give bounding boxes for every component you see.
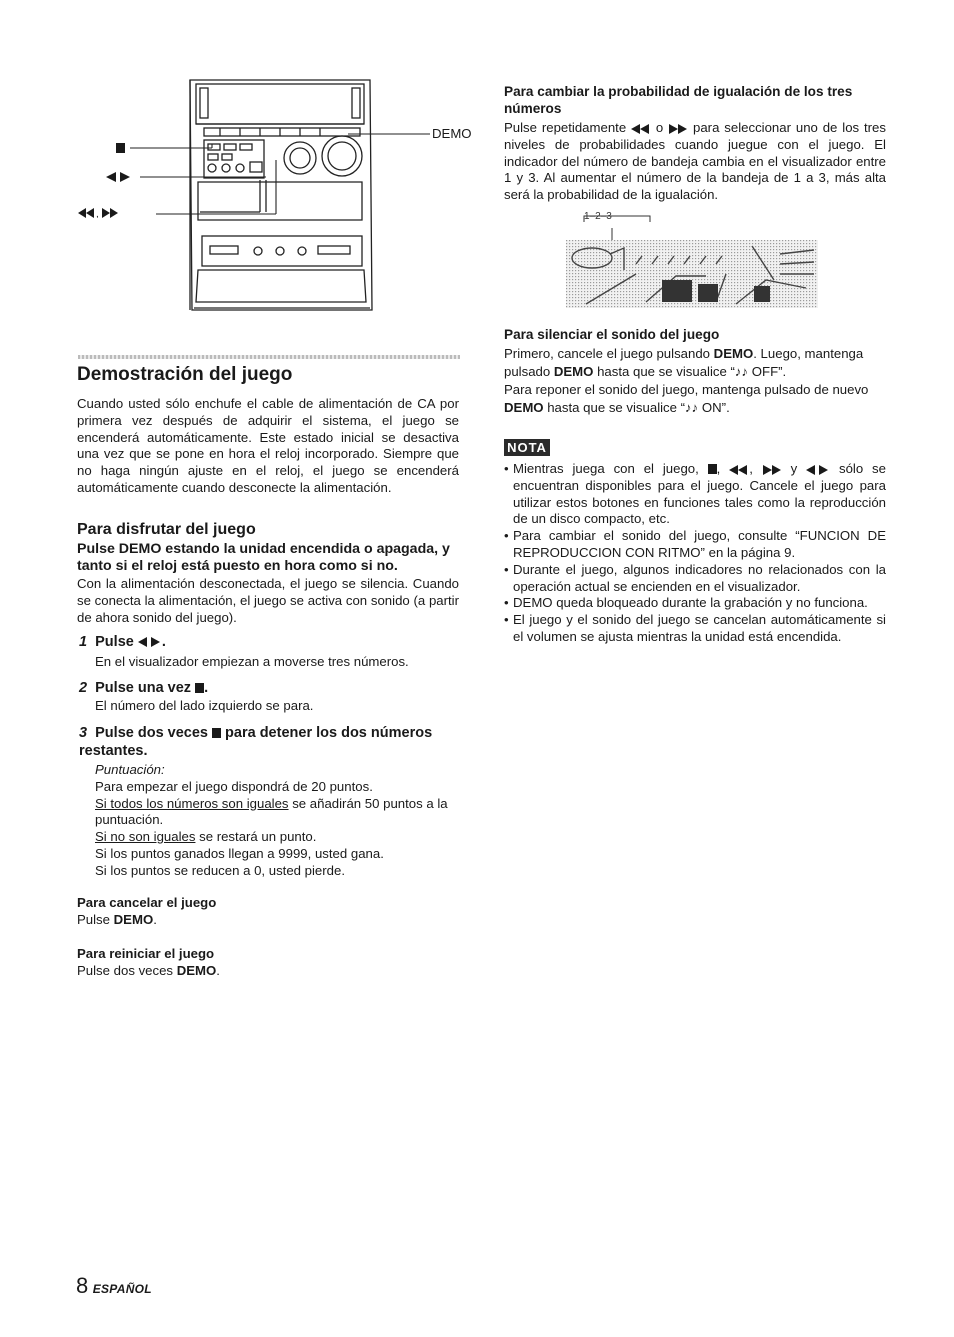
restart-body: Pulse dos veces DEMO. bbox=[77, 963, 220, 978]
section-rule bbox=[78, 355, 460, 359]
music-note-icon: ♪♪ bbox=[734, 364, 749, 379]
page-footer bbox=[76, 1273, 152, 1299]
scoring-start: Para empezar el juego dispondrá de 20 puntos. bbox=[95, 778, 373, 794]
step-2-label: 2 Pulse una vez . bbox=[79, 680, 209, 696]
intro-paragraph: Cuando usted sólo enchufe el cable de alimentación de CA por primera vez después de adquirir el sistema, el juego se encenderá automáticamente. Este estado inicial se desactiva una vez que se pone en hora el reloj incorporado. Siempre que no haga ningún ajuste en el reloj, el juego se encenderá automáticamente cuando desconecte la alimentación. bbox=[77, 396, 459, 495]
rewind-icon bbox=[631, 124, 651, 134]
play-pause-icon bbox=[806, 465, 830, 475]
language-label: ESPAÑOL bbox=[92, 1282, 152, 1296]
fast-forward-icon bbox=[668, 124, 688, 134]
rewind-icon bbox=[729, 465, 749, 475]
step-1-desc: En el visualizador empiezan a moverse tres números. bbox=[95, 654, 409, 669]
nota-badge: NOTA bbox=[504, 439, 550, 456]
silence-body: Primero, cancele el juego pulsando DEMO. Luego, mantenga pulsado DEMO hasta que se visualice “♪♪ OFF”. Para reponer el sonido del juego, mantenga pulsado de nuevo DEMO hasta que se visualice “♪♪ ON”. bbox=[504, 346, 869, 415]
probability-body: Pulse repetidamente o para seleccionar uno de los tres niveles de probabilidades cuando juegue con el juego. El indicador del número de bandeja cambia en el visualizador entre 1 y 3. Al aumentar el número de la bandeja de 1 a 3, más alta será la probabilidad de la igualación. bbox=[504, 120, 886, 203]
scoring-same: Si todos los números son iguales se añadirán 50 puntos a la puntuación. bbox=[95, 795, 448, 828]
cancel-heading: Para cancelar el juego bbox=[77, 895, 217, 910]
stereo-unit-illustration bbox=[100, 70, 480, 320]
enjoy-instruction: Pulse DEMO estando la unidad encendida o apagada, y tanto si el reloj está puesto en hora como si no. bbox=[77, 541, 450, 574]
stop-icon bbox=[212, 728, 221, 738]
play-pause-icon bbox=[106, 172, 132, 182]
cancel-body: Pulse DEMO. bbox=[77, 912, 157, 927]
stop-icon bbox=[708, 464, 717, 474]
display-screen-illustration bbox=[566, 240, 818, 308]
scoring-block bbox=[95, 762, 465, 880]
restart-heading: Para reiniciar el juego bbox=[77, 946, 215, 961]
stop-icon bbox=[116, 143, 125, 153]
scoring-diff: Si no son iguales se restará un punto. bbox=[95, 829, 317, 845]
nota-list bbox=[504, 461, 886, 646]
stop-icon bbox=[195, 683, 204, 693]
nota-item-1: • Mientras juega con el juego, , , y sólo se encuentran disponibles para el juego. Cancele el juego para utilizar estos botones en funciones tales como la reproducción de un disco compacto, etc. bbox=[504, 461, 886, 528]
step-1-label: 1 Pulse . bbox=[79, 634, 166, 650]
probability-heading: Para cambiar la probabilidad de igualación de los tres números bbox=[504, 84, 853, 116]
music-note-icon: ♪♪ bbox=[685, 400, 699, 415]
nota-item-4: • DEMO queda bloqueado durante la grabación y no funciona. bbox=[504, 595, 886, 612]
scoring-win: Si los puntos ganados llegan a 9999, usted gana. bbox=[95, 845, 384, 861]
enjoy-body: Con la alimentación desconectada, el juego se silencia. Cuando se conecta la alimentación, el juego se activa con sonido (a partir de ahora sonido del juego). bbox=[77, 576, 459, 625]
play-pause-icon bbox=[138, 637, 162, 647]
enjoy-heading: Para disfrutar del juego bbox=[77, 521, 256, 538]
page-number: 8 bbox=[76, 1273, 89, 1298]
silence-heading: Para silenciar el sonido del juego bbox=[504, 327, 720, 342]
nota-item-3: • Durante el juego, algunos indicadores no relacionados con la operación actual se encienden en el visualizador. bbox=[504, 562, 886, 596]
rewind-forward-icon bbox=[78, 208, 128, 218]
svg-text:,: , bbox=[96, 209, 99, 218]
step-3-label: 3 Pulse dos veces para detener los dos números restantes. bbox=[79, 725, 433, 759]
step-2-desc: El número del lado izquierdo se para. bbox=[95, 698, 314, 713]
nota-item-2: • Para cambiar el sonido del juego, consulte “FUNCION DE REPRODUCCION CON RITMO” en la página 9. bbox=[504, 528, 886, 562]
scoring-title: Puntuación: bbox=[95, 762, 165, 777]
scoring-lose: Si los puntos se reducen a 0, usted pierde. bbox=[95, 862, 345, 878]
demo-callout-label: DEMO bbox=[432, 126, 472, 141]
fast-forward-icon bbox=[762, 465, 782, 475]
tray-number-indicator: 1–2–3 bbox=[584, 211, 612, 222]
nota-item-5: • El juego y el sonido del juego se cancelan automáticamente si el volumen se ajusta mientras la unidad está encendida. bbox=[504, 612, 886, 646]
section-title: Demostración del juego bbox=[77, 364, 293, 385]
